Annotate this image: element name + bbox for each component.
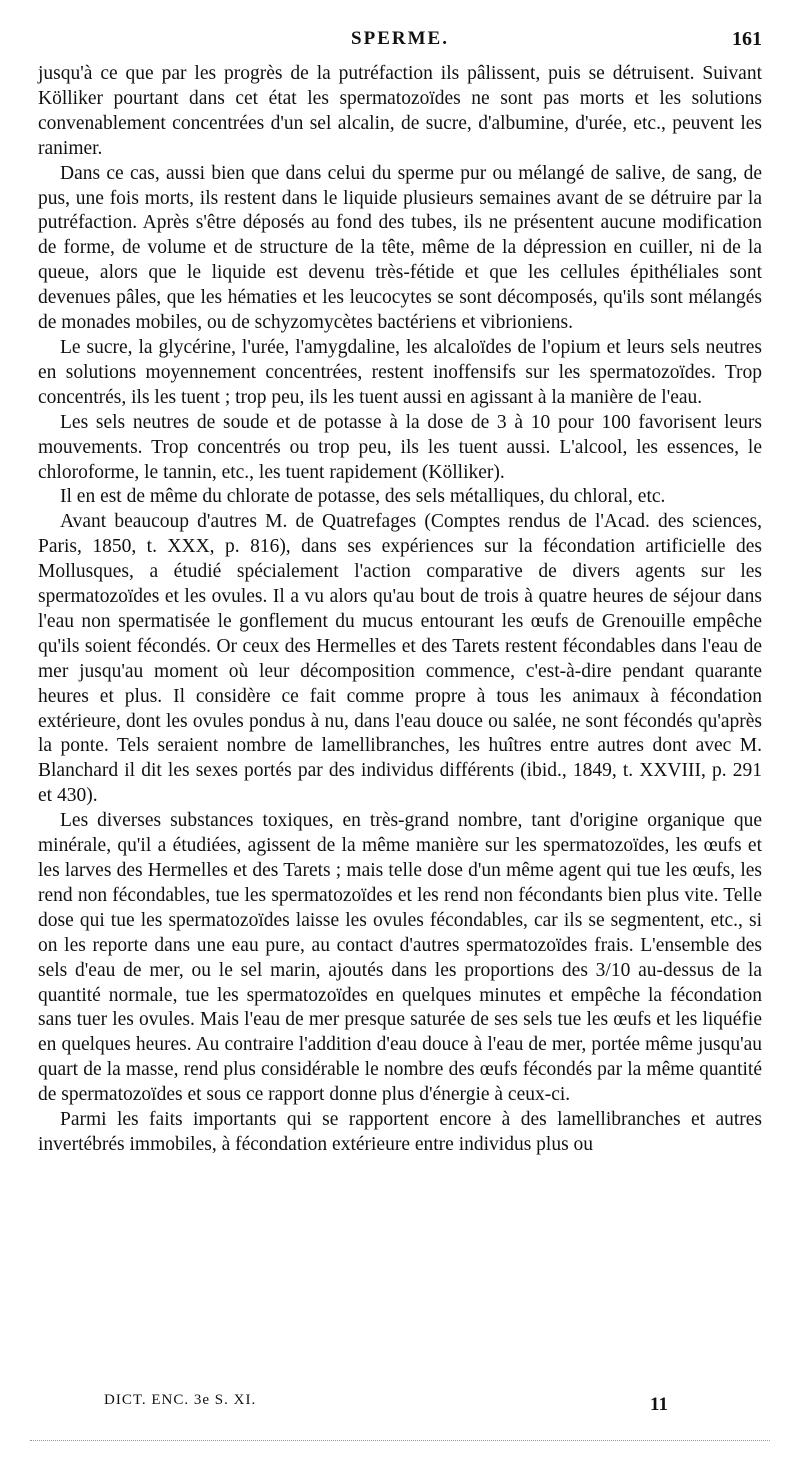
signature-mark: DICT. ENC. 3e S. XI.: [104, 1392, 257, 1408]
bottom-dotted-rule: [30, 1440, 770, 1441]
running-head: [38, 28, 762, 54]
paragraph-2: Dans ce cas, aussi bien que dans celui du sperme pur ou mélangé de salive, de sang, de pus, une fois morts, ils restent dans le liquide plusieurs semaines avant de se détruire par la putréfaction. Après s'être déposés au fond des tubes, ils ne présentent aucune modification de forme, de volume et de structure de la tête, même de la dépression en cuiller, ni de la queue, alors que le liquide est devenu très-fétide et que les cellules épithéliales sont devenues pâles, que les hématies et les leucocytes se sont décomposés, qu'ils sont mélangés de monades mobiles, ou de schyzomycètes bactériens et vibrioniens.: [38, 162, 762, 334]
paragraph-1: jusqu'à ce que par les progrès de la putréfaction ils pâlissent, puis se détruisent. Suivant Kölliker pourtant dans cet état les spermatozoïdes ne sont pas morts et les solutions convenablement concentrées d'un sel alcalin, de sucre, d'albumine, d'urée, etc., peuvent les ranimer.: [38, 63, 762, 159]
paragraph-7: Les diverses substances toxiques, en très-grand nombre, tant d'origine organique que minérale, qu'il a étudiées, agissent de la même manière sur les spermatozoïdes, les œufs et les larves des Hermelles et des Tarets ; mais telle dose d'un même agent qui tue les œufs, les rend non fécondables, tue les spermatozoïdes et les rend non fécondants bien plus vite. Telle dose qui tue les spermatozoïdes laisse les ovules fécondables, car ils se segmentent, etc., si on les reporte dans une eau pure, au contact d'autres spermatozoïdes frais. L'ensemble des sels d'eau de mer, ou le sel marin, ajoutés dans les proportions des 3/10 au-dessus de la quantité normale, tue les spermatozoïdes en quelques minutes et empêche la fécondation sans tuer les ovules. Mais l'eau de mer presque saturée de ses sels tue les œufs et les liquéfie en quelques heures. Au contraire l'addition d'eau douce à l'eau de mer, portée même jusqu'au quart de la masse, rend plus considérable le nombre des œufs fécondés par la même quantité de spermatozoïdes et sous ce rapport donne plus d'énergie à ceux-ci.: [38, 810, 762, 1106]
paragraph-3: Le sucre, la glycérine, l'urée, l'amygdaline, les alcaloïdes de l'opium et leurs sels neutres en solutions moyennement concentrées, restent inoffensifs sur les spermatozoïdes. Trop concentrés, ils les tuent ; trop peu, ils les tuent aussi en agissant à la manière de l'eau.: [38, 336, 762, 408]
paragraph-8: Parmi les faits importants qui se rapportent encore à des lamellibranches et autres invertébrés immobiles, à fécondation extérieure entre individus plus ou: [38, 1109, 762, 1155]
body-text: [38, 62, 762, 1158]
paragraph-4: Les sels neutres de soude et de potasse à la dose de 3 à 10 pour 100 favorisent leurs mouvements. Trop concentrés ou trop peu, ils les tuent aussi. L'alcool, les essences, le chloroforme, le tannin, etc., les tuent rapidement (Kölliker).: [38, 411, 762, 483]
paragraph-6: Avant beaucoup d'autres M. de Quatrefages (Comptes rendus de l'Acad. des sciences, Paris, 1850, t. XXX, p. 816), dans ses expériences sur la fécondation artificielle des Mollusques, a étudié spécialement l'action comparative de divers agents sur les spermatozoïdes et les ovules. Il a vu alors qu'au bout de trois à quatre heures de séjour dans l'eau non spermatisée le gonflement du mucus entourant les œufs de Grenouille empêche qu'ils soient fécondés. Or ceux des Hermelles et des Tarets restent fécondables dans l'eau de mer jusqu'au moment où leur décomposition commence, c'est-à-dire pendant quarante heures et plus. Il considère ce fait comme propre à tous les animaux à fécondation extérieure, dont les ovules pondus à nu, dans l'eau douce ou salée, ne sont fécondés qu'après la ponte. Tels seraient nombre de lamellibranches, les huîtres entre autres dont avec M. Blanchard il dit les sexes portés par des individus différents (ibid., 1849, t. XXVIII, p. 291 et 430).: [38, 511, 762, 807]
paragraph-5: Il en est de même du chlorate de potasse, des sels métalliques, du chloral, etc.: [60, 486, 666, 508]
sheet-number: 11: [650, 1394, 668, 1415]
running-title: SPERME.: [351, 28, 449, 49]
page-number: 161: [732, 28, 762, 50]
page-footer: [38, 1392, 762, 1416]
